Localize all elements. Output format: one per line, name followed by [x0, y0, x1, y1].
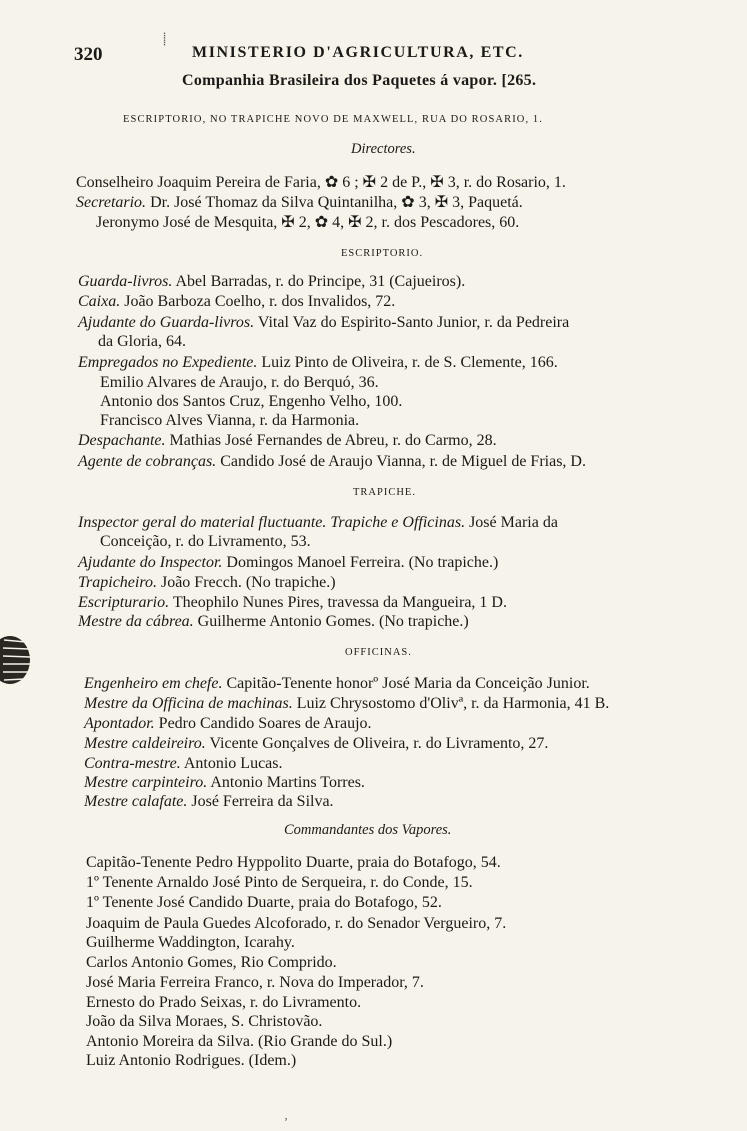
staff-details: Mathias José Fernandes de Abreu, r. do Carmo, 28. — [165, 432, 497, 449]
staff-details: Vicente Gonçalves de Oliveira, r. do Livramento, 27. — [205, 735, 549, 752]
staff-entry — [78, 513, 558, 533]
director-line — [76, 193, 523, 213]
page-number: 320 — [74, 44, 103, 65]
staff-role: Inspector geral do material fluctuante. Trapiche e Officinas. — [78, 514, 466, 531]
staff-details: Luiz Pinto de Oliveira, r. de S. Clemente, 166. — [257, 354, 558, 371]
staff-role: Contra-mestre. — [84, 755, 181, 772]
commander-line: Luiz Antonio Rodrigues. (Idem.) — [86, 1052, 297, 1069]
commander-line: 1º Tenente José Candido Duarte, praia do Botafogo, 52. — [86, 894, 442, 911]
staff-details: Francisco Alves Vianna, r. da Harmonia. — [100, 412, 360, 429]
staff-details: Guilherme Antonio Gomes. (No trapiche.) — [193, 613, 469, 630]
staff-entry — [84, 714, 372, 734]
staff-entry — [84, 792, 334, 812]
staff-details: Domingos Manoel Ferreira. (No trapiche.) — [222, 554, 499, 571]
escriptorio-heading: ESCRIPTORIO. — [341, 248, 424, 259]
staff-details: Candido José de Araujo Vianna, r. de Miguel de Frias, D. — [216, 453, 586, 470]
staff-details: João Barboza Coelho, r. dos Invalidos, 72. — [120, 293, 396, 310]
staff-entry — [78, 272, 465, 292]
staff-details: Antonio Martins Torres. — [207, 774, 365, 791]
staff-role: Agente de cobranças. — [78, 453, 217, 470]
staff-entry — [78, 452, 586, 472]
staff-role: Mestre caldeireiro. — [84, 735, 206, 752]
staff-details: José Ferreira da Silva. — [187, 793, 334, 810]
commander-line: Carlos Antonio Gomes, Rio Comprido. — [86, 954, 337, 971]
staff-entry — [78, 593, 507, 613]
staff-role: Apontador. — [84, 715, 155, 732]
staff-entry — [100, 411, 359, 431]
commander-line: João da Silva Moraes, S. Christovão. — [86, 1013, 323, 1030]
staff-role: Engenheiro em chefe. — [84, 675, 223, 692]
staff-entry — [78, 353, 558, 373]
director-line: Conselheiro Joaquim Pereira de Faria, ✿ 6 ; ✠ 2 de P., ✠ 3, r. do Rosario, 1. — [76, 174, 566, 191]
commander-line: Guilherme Waddington, Icarahy. — [86, 934, 295, 951]
staff-role: Caixa. — [78, 293, 121, 310]
staff-details: Abel Barradas, r. do Principe, 31 (Cajueiros). — [172, 273, 466, 290]
commandantes-heading: Commandantes dos Vapores. — [284, 822, 452, 838]
commander-line: José Maria Ferreira Franco, r. Nova do Imperador, 7. — [86, 974, 424, 991]
directores-heading: Directores. — [351, 141, 416, 157]
staff-role: Mestre calafate. — [84, 793, 188, 810]
staff-details: Theophilo Nunes Pires, travessa da Mangueira, 1 D. — [169, 594, 507, 611]
trapiche-heading: TRAPICHE. — [353, 487, 416, 498]
staff-entry — [84, 754, 283, 774]
staff-details: Conceição, r. do Livramento, 53. — [100, 533, 311, 550]
staff-role: Trapicheiro. — [78, 574, 157, 591]
staff-role: Mestre carpinteiro. — [84, 774, 208, 791]
staff-entry — [84, 773, 365, 793]
staff-details: Luiz Chrysostomo d'Olivª, r. da Harmonia, 41 B. — [292, 695, 610, 712]
staff-entry — [78, 292, 395, 312]
staff-details: José Maria da — [465, 514, 558, 531]
staff-entry — [78, 431, 497, 451]
staff-entry — [100, 392, 402, 412]
staff-details: Pedro Candido Soares de Araujo. — [154, 715, 372, 732]
staff-entry — [78, 553, 498, 573]
staff-entry — [78, 612, 469, 632]
staff-details: Antonio Lucas. — [180, 755, 283, 772]
staff-details: Emilio Alvares de Araujo, r. do Berquó, 36. — [100, 374, 379, 391]
staff-details: Vital Vaz do Espirito-Santo Junior, r. da Pedreira — [254, 314, 570, 331]
staff-role: Ajudante do Inspector. — [78, 554, 223, 571]
page-edge-mark-icon — [0, 630, 34, 690]
staff-entry — [84, 734, 548, 754]
staff-entry — [84, 694, 609, 714]
staff-entry — [98, 332, 186, 352]
staff-details: João Frecch. (No trapiche.) — [156, 574, 336, 591]
director-line: Jeronymo José de Mesquita, ✠ 2, ✿ 4, ✠ 2, r. dos Pescadores, 60. — [96, 214, 520, 231]
staff-entry — [100, 532, 311, 552]
staff-role: Mestre da cábrea. — [78, 613, 194, 630]
director-role: Secretario. — [76, 194, 147, 211]
ink-speck: ⸽ — [163, 32, 167, 46]
office-address: ESCRIPTORIO, NO TRAPICHE NOVO DE MAXWELL, RUA DO ROSARIO, 1. — [123, 114, 544, 125]
officinas-heading: OFFICINAS. — [345, 647, 412, 658]
commander-line: Ernesto do Prado Seixas, r. do Livramento. — [86, 994, 362, 1011]
staff-role: Ajudante do Guarda-livros. — [78, 314, 255, 331]
staff-entry — [78, 313, 569, 333]
company-title: Companhia Brasileira dos Paquetes á vapor. [265. — [182, 72, 537, 89]
running-head: MINISTERIO D'AGRICULTURA, ETC. — [192, 44, 524, 61]
staff-details: Antonio dos Santos Cruz, Engenho Velho, 100. — [100, 393, 403, 410]
staff-entry — [84, 674, 590, 694]
staff-details: da Gloria, 64. — [98, 333, 186, 350]
staff-role: Escripturario. — [78, 594, 170, 611]
staff-role: Guarda-livros. — [78, 273, 173, 290]
commander-line: Joaquim de Paula Guedes Alcoforado, r. do Senador Vergueiro, 7. — [86, 915, 507, 932]
director-text: Dr. José Thomaz da Silva Quintanilha, ✿ 3, ✠ 3, Paquetá. — [150, 194, 523, 211]
staff-details: Capitão-Tenente honorº José Maria da Conceição Junior. — [222, 675, 590, 692]
staff-entry — [78, 573, 336, 593]
ink-speck: ʼ — [284, 1115, 288, 1129]
staff-entry — [100, 373, 379, 393]
staff-role: Despachante. — [78, 432, 166, 449]
commander-line: Antonio Moreira da Silva. (Rio Grande do Sul.) — [86, 1033, 393, 1050]
staff-role: Mestre da Officina de machinas. — [84, 695, 293, 712]
commander-line: 1º Tenente Arnaldo José Pinto de Serqueira, r. do Conde, 15. — [86, 874, 473, 891]
staff-role: Empregados no Expediente. — [78, 354, 258, 371]
commander-line: Capitão-Tenente Pedro Hyppolito Duarte, praia do Botafogo, 54. — [86, 854, 501, 871]
